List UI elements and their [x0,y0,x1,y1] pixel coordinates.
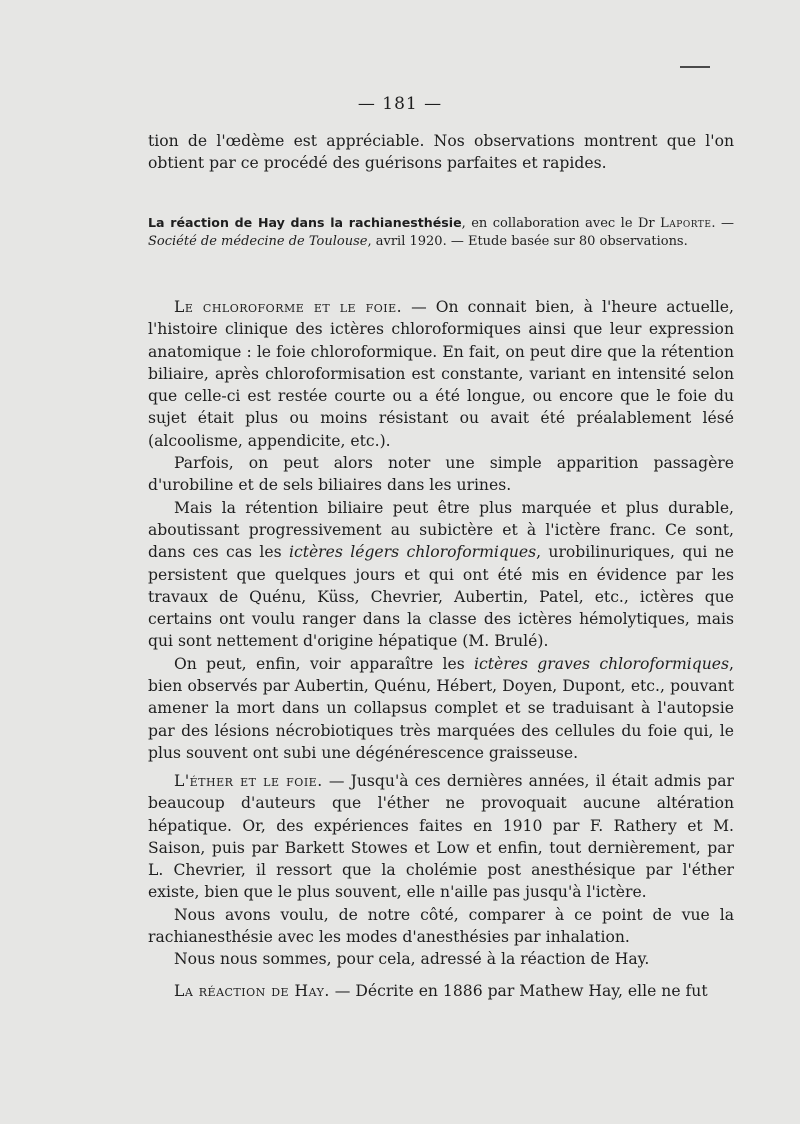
bibliographic-reference [148,214,734,250]
hay-heading: La réaction de Hay. [174,982,330,1000]
chloroforme-paragraph-2: Parfois, on peut alors noter une simple apparition passagère d'urobiline et de sels biliaires dans les urines. [148,454,734,495]
section-chloroforme [148,296,734,764]
chloroforme-heading: Le chloroforme et le foie. [174,298,403,316]
page-number: — 181 — [357,94,443,114]
hay-paragraph-1: La réaction de Hay. — Décrite en 1886 par Mathew Hay, elle ne fut [174,982,708,1000]
intro-paragraph: tion de l'œdème est appréciable. Nos observations montrent que l'on obtient par ce procédé des guérisons parfaites et rapides. [148,132,734,173]
reference-collab: , en collaboration avec le Dr [461,216,661,231]
reference-dash: . — [711,216,735,231]
reference-title: La réaction de Hay dans la rachianesthésie [148,215,462,230]
ether-paragraph-3: Nous nous sommes, pour cela, adressé à la réaction de Hay. [174,950,650,969]
ether-heading: L'éther et le foie. [174,772,323,790]
scan-mark [680,66,710,68]
chloroforme-paragraph-3: Mais la rétention biliaire peut être plus marquée et plus durable, aboutissant progressivement au subictère et à l'ictère franc. Ce sont, dans ces cas les ictères légers chloroformiques, urobilinuriques, qui ne persistent que quelques jours et qui ont été mis en évidence par les travaux de Quénu, Küss, Chevrier, Aubertin, Patel, etc., ictères que certains ont voulu ranger dans la classe des ictères hémolytiques, mais qui sont nettement d'origine hépatique (M. Brulé). [148,498,734,651]
section-hay [148,980,734,1002]
reference-rest: , avril 1920. — Etude basée sur 80 observations. [367,233,688,249]
chloroforme-paragraph-4: On peut, enfin, voir apparaître les ictères graves chloroformiques, bien observés par Aubertin, Quénu, Hébert, Doyen, Dupont, etc., pouvant amener la mort dans un collapsus complet et se traduisant à l'autopsie par des lésions nécrobiotiques très marquées des cellules du foie qui, le plus souvent ont subi une dégénérescence graisseuse. [148,654,734,762]
ether-paragraph-2: Nous avons voulu, de notre côté, comparer à ce point de vue la rachianesthésie avec les modes d'anesthésies par inhalation. [148,905,734,947]
section-ether [148,770,734,971]
ether-paragraph-1: L'éther et le foie. — Jusqu'à ces dernières années, il était admis par beaucoup d'auteurs que l'éther ne provoquait aucune altération hépatique. Or, des expériences faites en 1910 par F. Rathery et M. Saison, puis par Barkett Stowes et Low et enfin, tout dernièrement, par L. Chevrier, il ressort que la cholémie post anesthésique par l'éther existe, bien que le plus souvent, elle n'aille pas jusqu'à l'ictère. [148,772,734,902]
reference-society: Société de médecine de Toulouse [148,233,368,249]
chloroforme-paragraph-1: Le chloroforme et le foie. — On connait bien, à l'heure actuelle, l'histoire clinique des ictères chloroformiques ainsi que leur expression anatomique : le foie chloroformique. En fait, on peut dire que la rétention biliaire, après chloroformisation est constante, variant en intensité selon que celle-ci est restée courte ou a été longue, ou encore que le foie du sujet était plus ou moins résistant ou avait été préalablement lésé (alcoolisme, appendicite, etc.). [148,298,734,450]
intro-paragraph-block [148,130,734,175]
reference-collab-name: Laporte [660,216,712,231]
